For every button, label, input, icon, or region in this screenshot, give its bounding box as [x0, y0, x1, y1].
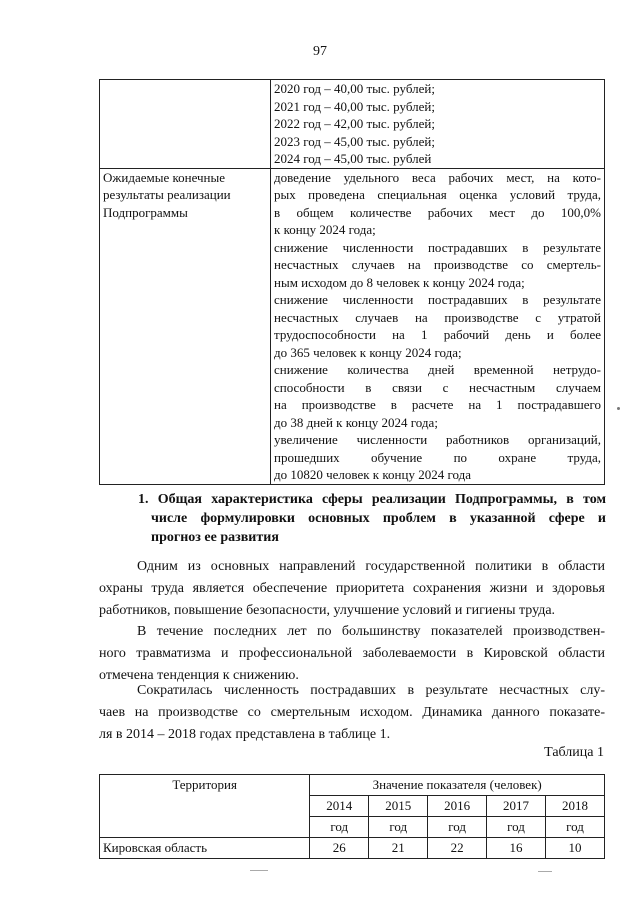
- funding-values-cell: [271, 80, 605, 169]
- expected-results-line: несчастных случаев на производстве со смертель-: [274, 257, 601, 272]
- funding-line: 2020 год – 40,00 тыс. рублей;: [274, 81, 435, 96]
- expected-results-text-cell: [271, 168, 605, 484]
- indicator-header-row: [100, 775, 605, 796]
- paragraph: [99, 556, 605, 622]
- expected-results-label-line: Ожидаемые конечные: [103, 169, 226, 185]
- expected-results-line: трудоспособности на 1 рабочий день и более: [274, 327, 601, 342]
- year-unit: год: [487, 817, 546, 838]
- table-row: [100, 838, 605, 859]
- expected-results-line: рых проведена специальная оценка условий труда,: [274, 187, 601, 202]
- expected-results-line: снижение количества дней временной нетрудо-: [274, 362, 601, 377]
- expected-results-line: до 365 человек к концу 2024 года;: [274, 344, 462, 360]
- value-cell: 16: [487, 838, 546, 859]
- value-cell: 10: [546, 838, 605, 859]
- expected-results-line: прошедших обучение по охране труда,: [274, 449, 601, 465]
- paragraph-line: В течение последних лет по большинству показателей производствен-: [137, 624, 605, 639]
- section-heading-line: 1. Общая характеристика сферы реализации Подпрограммы, в том: [138, 492, 606, 507]
- expected-results-line: увеличение численности работников организаций,: [274, 432, 601, 447]
- section-heading-line: числе формулировки основных проблем в указанной сфере и: [151, 511, 606, 526]
- expected-results-line: снижение численности пострадавших в результате: [274, 239, 601, 255]
- paragraph-line: охраны труда является обеспечение приоритета сохранения жизни и здоровья: [99, 581, 605, 596]
- expected-results-line: к концу 2024 года;: [274, 222, 376, 237]
- value-cell: 21: [369, 838, 428, 859]
- expected-results-label-line: Подпрограммы: [103, 204, 188, 220]
- funding-line: 2024 год – 45,00 тыс. рублей: [274, 151, 432, 166]
- expected-results-line: до 38 дней к концу 2024 года;: [274, 414, 438, 430]
- funding-line: 2021 год – 40,00 тыс. рублей;: [274, 98, 435, 114]
- paragraph-line: чаев на производстве со смертельным исходом. Динамика данного показате-: [99, 705, 605, 720]
- expected-results-line: до 10820 человек к концу 2024 года: [274, 467, 471, 482]
- section-heading-line: прогноз ее развития: [151, 530, 279, 545]
- value-cell: 26: [310, 838, 369, 859]
- funding-label-cell: [100, 80, 271, 169]
- paragraph-line: Сократилась численность пострадавших в результате несчастных слу-: [137, 683, 605, 698]
- year-unit: год: [369, 817, 428, 838]
- page-number: 97: [313, 44, 327, 59]
- expected-results-label-cell: [100, 168, 271, 484]
- expected-results-row: [100, 168, 605, 484]
- territory-header: Территория: [100, 775, 310, 838]
- funding-line: 2022 год – 42,00 тыс. рублей;: [274, 116, 435, 131]
- scan-speck: [617, 407, 620, 410]
- year-unit: год: [428, 817, 487, 838]
- year-header: 2018: [546, 796, 605, 817]
- expected-results-line: снижение численности пострадавших в результате: [274, 292, 601, 307]
- paragraph-line: работников, повышение безопасности, улучшение условий и гигиены труда.: [99, 603, 556, 618]
- funding-line: 2023 год – 45,00 тыс. рублей;: [274, 133, 435, 149]
- value-cell: 22: [428, 838, 487, 859]
- subprogram-passport-table: [99, 79, 605, 485]
- territory-cell: Кировская область: [100, 838, 310, 859]
- paragraph: [99, 680, 605, 746]
- funding-row: [100, 80, 605, 169]
- indicator-table: [99, 774, 605, 859]
- section-heading: [138, 490, 606, 547]
- paragraph-line: ля в 2014 – 2018 годах представлена в таблице 1.: [99, 727, 391, 742]
- expected-results-line: способности в связи с несчастным случаем: [274, 379, 601, 395]
- expected-results-label-line: результаты реализации: [103, 187, 231, 202]
- expected-results-line: доведение удельного веса рабочих мест, на кото-: [274, 169, 601, 185]
- year-header: 2016: [428, 796, 487, 817]
- expected-results-line: на производстве в расчете на 1 пострадавшего: [274, 397, 601, 412]
- paragraph: [99, 621, 605, 687]
- value-header: Значение показателя (человек): [310, 775, 605, 796]
- paragraph-line: отмечена тенденция к снижению.: [99, 668, 299, 683]
- expected-results-line: несчастных случаев на производстве с утратой: [274, 309, 601, 325]
- year-unit: год: [546, 817, 605, 838]
- expected-results-line: ным исходом до 8 человек к концу 2024 года;: [274, 274, 525, 290]
- year-header: 2017: [487, 796, 546, 817]
- table-caption: Таблица 1: [544, 745, 604, 760]
- scan-speck: [538, 871, 552, 872]
- paragraph-line: Одним из основных направлений государственной политики в области: [137, 559, 605, 574]
- paragraph-line: ного травматизма и профессиональной заболеваемости в Кировской области: [99, 646, 605, 661]
- year-unit: год: [310, 817, 369, 838]
- expected-results-line: в общем количестве рабочих мест до 100,0%: [274, 204, 601, 220]
- year-header: 2014: [310, 796, 369, 817]
- scan-speck: [250, 870, 268, 871]
- year-header: 2015: [369, 796, 428, 817]
